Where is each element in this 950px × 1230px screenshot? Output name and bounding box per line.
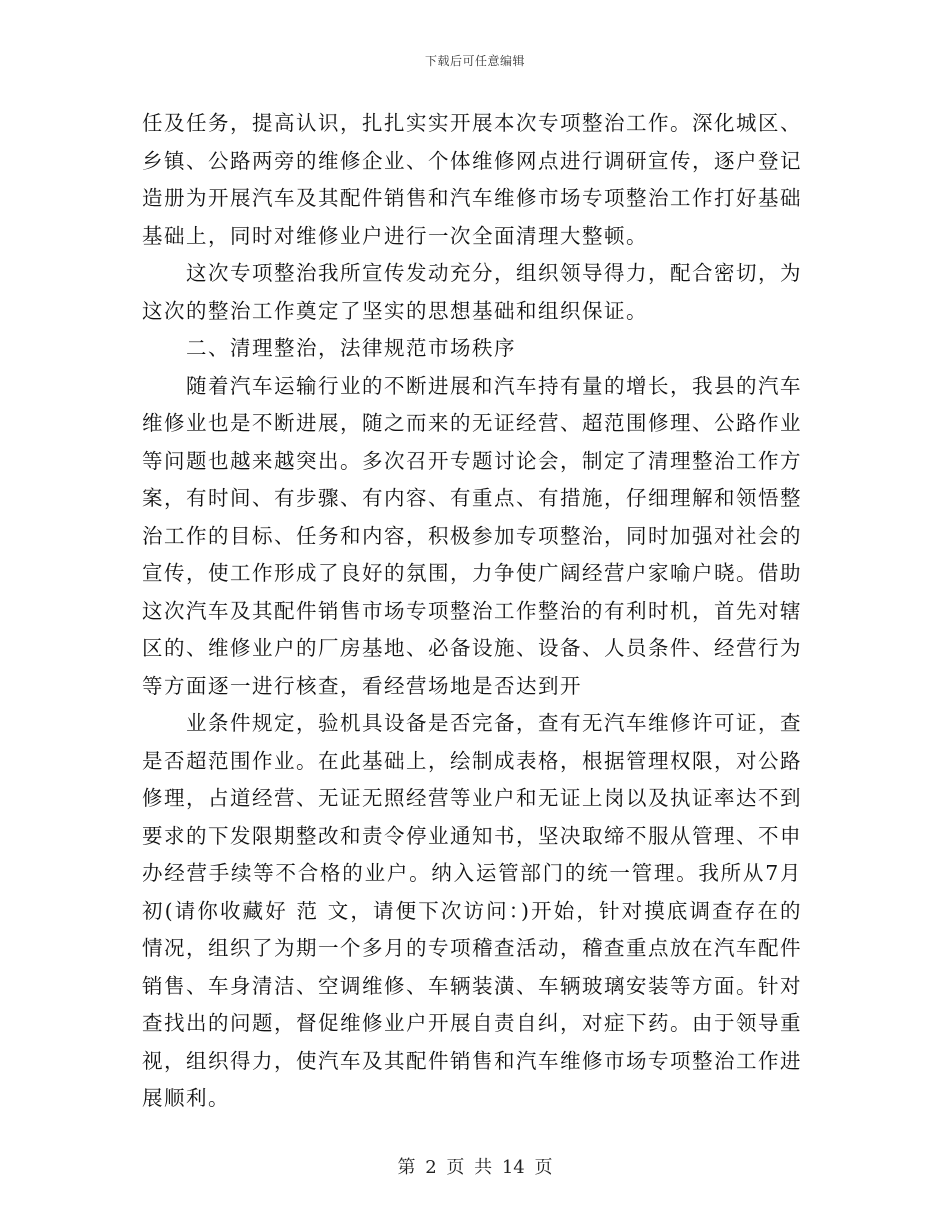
paragraph-2: 这次专项整治我所宣传发动充分，组织领导得力，配合密切，为这次的整治工作奠定了坚实的思想基础和组织保证。 xyxy=(142,261,802,323)
paragraph-1: 任及任务，提高认识，扎扎实实开展本次专项整治工作。深化城区、乡镇、公路两旁的维修企业、个体维修网点进行调研宣传，逐户登记造册为开展汽车及其配件销售和汽车维修市场专项整治工作打好基础基础上，同时对维修业户进行一次全面清理大整顿。 xyxy=(142,111,802,248)
page-header: 下载后可任意编辑 xyxy=(424,54,525,68)
document-body xyxy=(142,105,802,1118)
paragraph-4: 业条件规定，验机具设备是否完备，查有无汽车维修许可证，查是否超范围作业。在此基础上，绘制成表格，根据管理权限，对公路修理，占道经营、无证无照经营等业户和无证上岗以及执证率达不到要求的下发限期整改和责令停业通知书，坚决取缔不服从管理、不申办经营手续等不合格的业户。纳入运管部门的统一管理。我所从7月初(请你收藏好 范 文，请便下次访问：)开始，针对摸底调查存在的情况，组织了为期一个多月的专项稽查活动，稽查重点放在汽车配件销售、车身清洁、空调维修、车辆装潢、车辆玻璃安装等方面。针对查找出的问题，督促维修业户开展自责自纠，对症下药。由于领导重视，组织得力，使汽车及其配件销售和汽车维修市场专项整治工作进展顺利。 xyxy=(142,711,802,1110)
section-heading: 二、清理整治，法律规范市场秩序 xyxy=(186,336,516,360)
paragraph-3: 随着汽车运输行业的不断进展和汽车持有量的增长，我县的汽车维修业也是不断进展，随之而来的无证经营、超范围修理、公路作业等问题也越来越突出。多次召开专题讨论会，制定了清理整治工作方案，有时间、有步骤、有内容、有重点、有措施，仔细理解和领悟整治工作的目标、任务和内容，积极参加专项整治，同时加强对社会的宣传，使工作形成了良好的氛围，力争使广阔经营户家喻户晓。借助这次汽车及其配件销售市场专项整治工作整治的有利时机，首先对辖区的、维修业户的厂房基地、必备设施、设备、人员条件、经营行为等方面逐一进行核查，看经营场地是否达到开 xyxy=(142,373,802,698)
page-number-footer: 第 2 页 共 14 页 xyxy=(397,1157,553,1178)
